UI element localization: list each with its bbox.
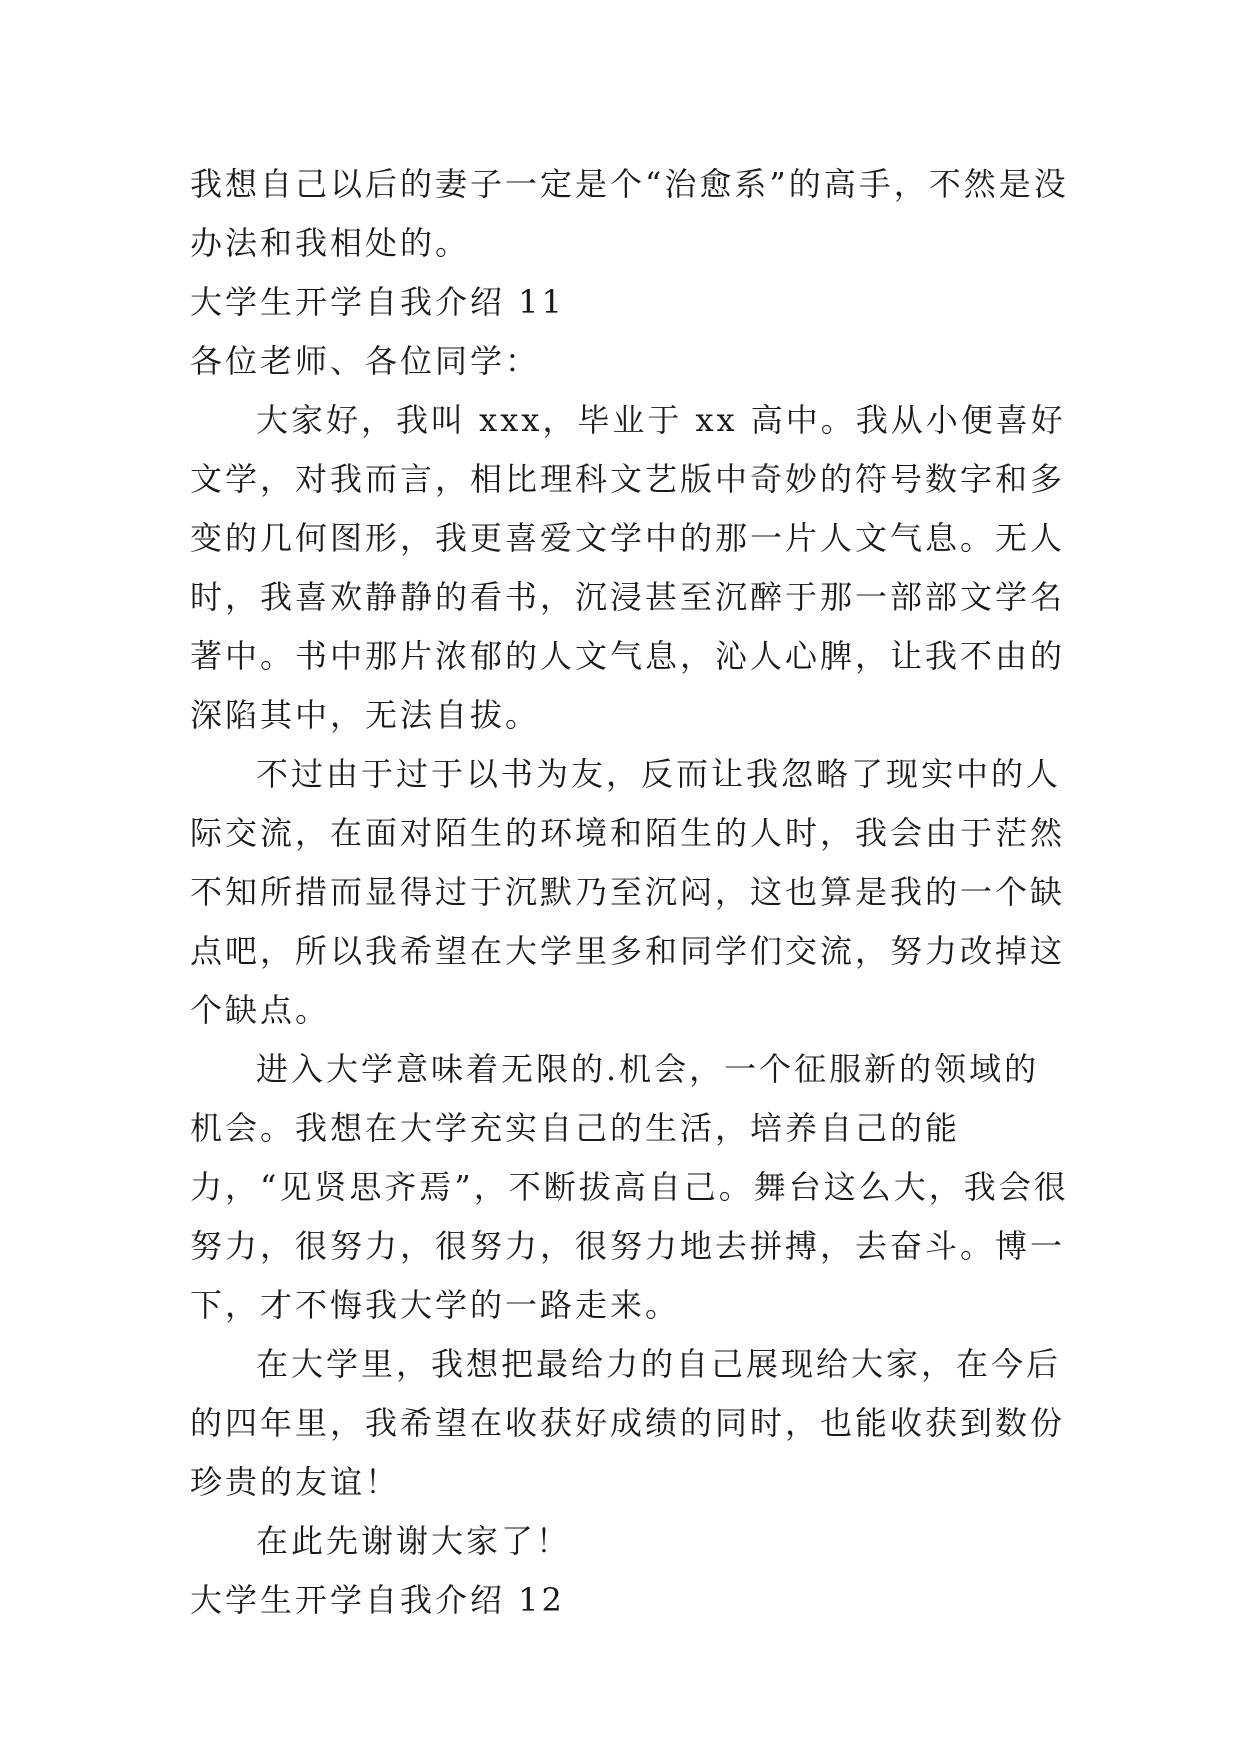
paragraph-closing-previous: 我想自己以后的妻子一定是个“治愈系”的高手，不然是没办法和我相处的。 (190, 165, 1069, 262)
paragraph-university-goals: 进入大学意味着无限的.机会，一个征服新的领域的机会。我想在大学充实自己的生活，培养自己的能力，“见贤思齐焉”，不断拔高自己。舞台这么大，我会很努力，很努力，很努力，很努力地去拼搏，去奋斗。博一下，才不悔我大学的一路走来。 (190, 1050, 1069, 1324)
paragraph-shortcoming: 不过由于过于以书为友，反而让我忽略了现实中的人际交流，在面对陌生的环境和陌生的人时，我会由于茫然不知所措而显得过于沉默乃至沉闷，这也算是我的一个缺点吧，所以我希望在大学里多和同学们交流，努力改掉这个缺点。 (190, 755, 1066, 1029)
section-heading-12: 大学生开学自我介绍 12 (190, 1581, 565, 1619)
paragraph-introduction: 大家好，我叫 xxx，毕业于 xx 高中。我从小便喜好文学，对我而言，相比理科文艺版中奇妙的符号数字和多变的几何图形，我更喜爱文学中的那一片人文气息。无人时，我喜欢静静的看书，沉浸甚至沉醉于那一部部文学名著中。书中那片浓郁的人文气息，沁人心脾，让我不由的深陷其中，无法自拔。 (190, 401, 1066, 734)
paragraph-wishes: 在大学里，我想把最给力的自己展现给大家，在今后的四年里，我希望在收获好成绩的同时，也能收获到数份珍贵的友谊！ (190, 1345, 1066, 1501)
document-body (190, 155, 1070, 1630)
section-heading-11: 大学生开学自我介绍 11 (190, 283, 565, 321)
greeting-line: 各位老师、各位同学： (190, 342, 541, 380)
paragraph-thanks: 在此先谢谢大家了！ (256, 1522, 572, 1560)
